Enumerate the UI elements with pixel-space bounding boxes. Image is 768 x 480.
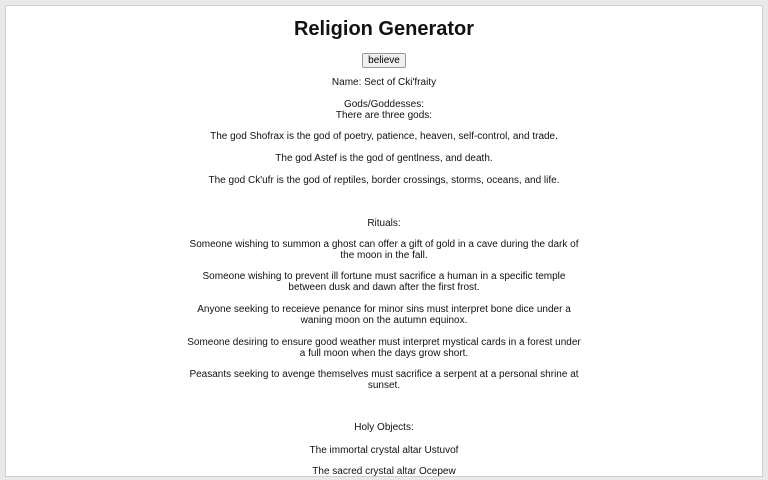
- holy-object-item: The immortal crystal altar Ustuvof: [309, 445, 459, 456]
- ritual-item: Peasants seeking to avenge themselves must sacrifice a serpent at a personal shrine at sunset.: [189, 369, 579, 391]
- rituals-heading: Rituals:: [367, 218, 401, 229]
- ritual-item: Someone desiring to ensure good weather must interpret mystical cards in a forest under a full moon when the days grow short.: [187, 337, 581, 359]
- god-item: The god Shofrax is the god of poetry, patience, heaven, self-control, and trade.: [210, 131, 558, 142]
- god-item: The god Ck'ufr is the god of reptiles, border crossings, storms, oceans, and life.: [208, 175, 560, 186]
- holy-objects-heading: Holy Objects:: [354, 422, 414, 433]
- believe-button[interactable]: believe: [362, 53, 406, 68]
- page-title: Religion Generator: [293, 18, 475, 40]
- gods-count: There are three gods:: [335, 110, 433, 121]
- page-frame: [5, 5, 763, 477]
- ritual-item: Anyone seeking to receieve penance for minor sins must interpret bone dice under a waning moon on the autumn equinox.: [197, 304, 571, 326]
- god-item: The god Astef is the god of gentlness, and death.: [275, 153, 493, 164]
- ritual-item: Someone wishing to prevent ill fortune must sacrifice a human in a specific temple between dusk and dawn after the first frost.: [202, 271, 566, 293]
- holy-object-item: The sacred crystal altar Ocepew: [312, 466, 456, 477]
- button-row: [6, 53, 762, 68]
- ritual-item: Someone wishing to summon a ghost can offer a gift of gold in a cave during the dark of the moon in the fall.: [189, 239, 579, 261]
- gods-heading: Gods/Goddesses:: [343, 99, 425, 110]
- religion-name: Name: Sect of Cki'fraity: [331, 77, 437, 88]
